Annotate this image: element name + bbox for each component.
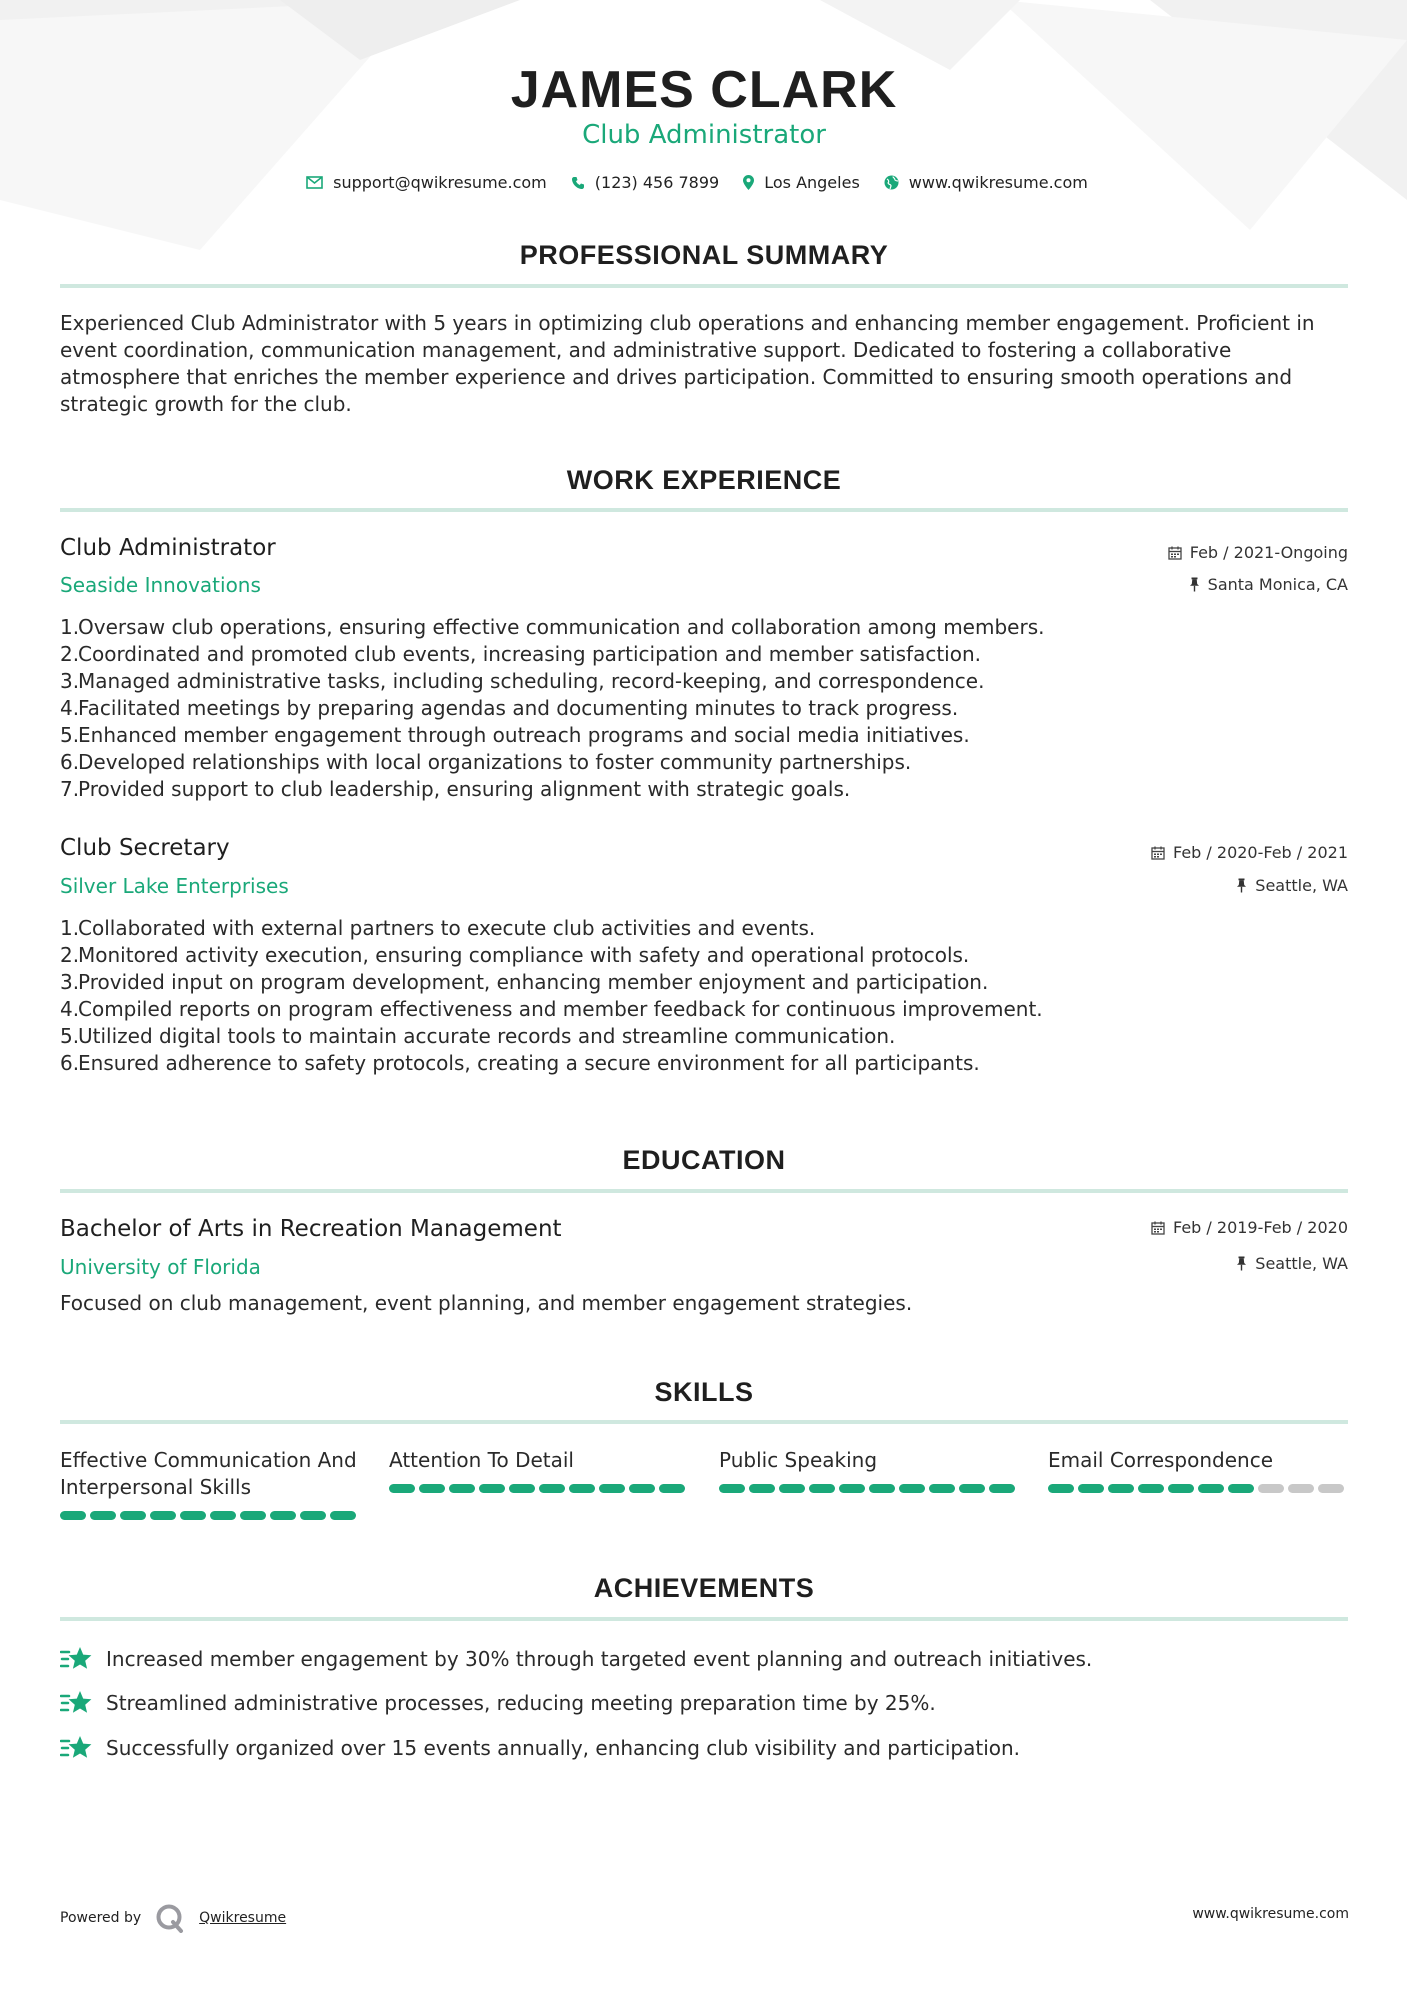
summary-text: Experienced Club Administrator with 5 years in optimizing club operations and enhancing member engagement. Proficient in event coordination, communication management, and administrative support. Dedicated to fostering a collaborative atmosphere that enriches the member experience and drives participation. Committed to ensuring smooth operations and strategic growth for the club. (60, 311, 1315, 416)
list-text: Facilitated meetings by preparing agendas and documenting minutes to track progress. (78, 696, 959, 720)
skill-segment-filled (539, 1484, 565, 1493)
section-title-experience: WORK EXPERIENCE (566, 465, 842, 495)
job-dates-text: Feb / 2021-Ongoing (1189, 543, 1348, 562)
list-number: 7. (60, 777, 80, 801)
star-achievement-icon (60, 1646, 92, 1672)
skill-segment-empty (1318, 1484, 1344, 1493)
skill-segment-filled (899, 1484, 925, 1493)
skill-segment-filled (569, 1484, 595, 1493)
job-location (1189, 575, 1348, 594)
education-location-text: Seattle, WA (1255, 1254, 1348, 1273)
achievement-text: Streamlined administrative processes, reducing meeting preparation time by 25%. (106, 1691, 936, 1715)
skill-name: Email Correspondence (1048, 1448, 1274, 1472)
skill-segment-filled (959, 1484, 985, 1493)
skill-segment-filled (629, 1484, 655, 1493)
map-pin-icon (743, 175, 754, 190)
skill-segment-filled (599, 1484, 625, 1493)
job-location-text: Seattle, WA (1255, 876, 1348, 895)
education-dates-text: Feb / 2019-Feb / 2020 (1173, 1218, 1348, 1237)
achievement-text: Successfully organized over 15 events annually, enhancing club visibility and participation. (106, 1736, 1021, 1760)
list-text: Developed relationships with local organizations to foster community partnerships. (78, 750, 912, 774)
section-title-summary: PROFESSIONAL SUMMARY (519, 240, 889, 270)
list-item (60, 695, 1044, 722)
contact-phone[interactable] (571, 173, 719, 192)
skill-segment-filled (180, 1511, 206, 1520)
skill-segment-filled (719, 1484, 745, 1493)
phone-text: (123) 456 7899 (594, 173, 720, 192)
list-number: 2. (60, 642, 80, 666)
skill-segment-filled (270, 1511, 296, 1520)
list-text: Monitored activity execution, ensuring compliance with safety and operational protocols. (78, 943, 970, 967)
skill-segment-filled (989, 1484, 1015, 1493)
list-number: 4. (60, 997, 80, 1021)
list-number: 1. (60, 916, 80, 940)
skill-item (60, 1447, 360, 1520)
skill-segment-empty (1288, 1484, 1314, 1493)
skill-segment-filled (869, 1484, 895, 1493)
degree-title: Bachelor of Arts in Recreation Management (60, 1216, 562, 1242)
list-number: 6. (60, 1051, 80, 1075)
skill-segment-filled (90, 1511, 116, 1520)
skill-segment-filled (300, 1511, 326, 1520)
skill-segment-filled (389, 1484, 415, 1493)
skill-item (1048, 1447, 1348, 1493)
school-name: University of Florida (60, 1255, 261, 1279)
skill-level-bar (60, 1511, 360, 1520)
skill-segment-empty (1258, 1484, 1284, 1493)
skill-segment-filled (839, 1484, 865, 1493)
skill-item (389, 1447, 689, 1493)
skill-name: Public Speaking (719, 1448, 878, 1472)
skill-segment-filled (509, 1484, 535, 1493)
skill-segment-filled (150, 1511, 176, 1520)
list-text: Utilized digital tools to maintain accurate records and streamline communication. (78, 1024, 896, 1048)
skill-segment-filled (1078, 1484, 1104, 1493)
skill-segment-filled (1048, 1484, 1074, 1493)
list-item (60, 722, 1044, 749)
skill-segment-filled (449, 1484, 475, 1493)
education-dates (1151, 1218, 1348, 1237)
list-item (60, 1023, 1043, 1050)
list-item (60, 749, 1044, 776)
job-title: Club Administrator (60, 535, 276, 561)
skill-segment-filled (749, 1484, 775, 1493)
list-text: Managed administrative tasks, including scheduling, record-keeping, and correspondence. (78, 669, 985, 693)
skill-name: Attention To Detail (389, 1448, 574, 1472)
list-text: Ensured adherence to safety protocols, creating a secure environment for all participants. (78, 1051, 980, 1075)
skill-segment-filled (1228, 1484, 1254, 1493)
list-text: Coordinated and promoted club events, increasing participation and member satisfaction. (78, 642, 981, 666)
skill-level-bar (1048, 1484, 1348, 1493)
skill-item (719, 1447, 1019, 1493)
contact-location (743, 173, 860, 192)
contact-email[interactable] (306, 173, 547, 192)
qwikresume-logo-icon (155, 1903, 185, 1933)
skill-segment-filled (929, 1484, 955, 1493)
education-description: Focused on club management, event planning, and member engagement strategies. (60, 1291, 913, 1315)
job-dates (1168, 543, 1348, 562)
job-location (1236, 876, 1348, 895)
list-number: 1. (60, 615, 80, 639)
skill-name: Effective Communication And Interpersonal Skills (60, 1448, 357, 1499)
list-item (60, 969, 1043, 996)
list-number: 5. (60, 723, 80, 747)
list-item (60, 668, 1044, 695)
skill-segment-filled (60, 1511, 86, 1520)
phone-icon (571, 176, 585, 190)
email-text: support@qwikresume.com (333, 173, 547, 192)
contact-row (60, 173, 1348, 192)
powered-by-label: Powered by (60, 1910, 142, 1926)
skill-segment-filled (210, 1511, 236, 1520)
location-text: Los Angeles (764, 173, 860, 192)
footer-website[interactable]: www.qwikresume.com (1192, 1906, 1349, 1922)
calendar-icon (1168, 546, 1182, 560)
list-text: Collaborated with external partners to execute club activities and events. (78, 916, 816, 940)
skill-segment-filled (779, 1484, 805, 1493)
pushpin-icon (1236, 878, 1247, 893)
contact-website[interactable] (884, 173, 1088, 192)
globe-icon (884, 175, 899, 190)
skill-segment-filled (240, 1511, 266, 1520)
list-number: 3. (60, 669, 80, 693)
brand-link[interactable]: Qwikresume (199, 1910, 287, 1926)
skill-segment-filled (120, 1511, 146, 1520)
section-divider (60, 1189, 1348, 1193)
footer-powered-by (60, 1903, 286, 1933)
list-item (60, 915, 1043, 942)
list-text: Provided input on program development, enhancing member enjoyment and participation. (78, 970, 989, 994)
skill-segment-filled (809, 1484, 835, 1493)
section-divider (60, 1617, 1348, 1621)
list-item (60, 1050, 1043, 1077)
list-number: 6. (60, 750, 80, 774)
achievement-item (60, 1690, 936, 1716)
section-title-achievements: ACHIEVEMENTS (593, 1573, 815, 1603)
list-item (60, 776, 1044, 803)
company-name: Silver Lake Enterprises (60, 874, 289, 898)
job-bullets (60, 614, 1044, 803)
section-divider (60, 508, 1348, 512)
header-background-decoration (0, 0, 1407, 320)
achievement-item (60, 1646, 1092, 1672)
list-item (60, 996, 1043, 1023)
skill-level-bar (719, 1484, 1019, 1493)
calendar-icon (1151, 1221, 1165, 1235)
section-title-education: EDUCATION (622, 1145, 786, 1175)
achievement-text: Increased member engagement by 30% through targeted event planning and outreach initiatives. (106, 1647, 1093, 1671)
calendar-icon (1151, 846, 1165, 860)
pushpin-icon (1236, 1256, 1247, 1271)
skill-segment-filled (1108, 1484, 1134, 1493)
list-number: 4. (60, 696, 80, 720)
candidate-title: Club Administrator (582, 120, 826, 150)
skill-segment-filled (330, 1511, 356, 1520)
list-item (60, 641, 1044, 668)
job-dates (1151, 843, 1348, 862)
star-achievement-icon (60, 1735, 92, 1761)
list-text: Provided support to club leadership, ensuring alignment with strategic goals. (78, 777, 851, 801)
list-text: Enhanced member engagement through outreach programs and social media initiatives. (78, 723, 970, 747)
website-text: www.qwikresume.com (908, 173, 1088, 192)
skill-segment-filled (419, 1484, 445, 1493)
section-title-skills: SKILLS (654, 1377, 754, 1407)
list-item (60, 942, 1043, 969)
envelope-icon (306, 176, 323, 189)
list-number: 5. (60, 1024, 80, 1048)
list-text: Oversaw club operations, ensuring effective communication and collaboration among members. (78, 615, 1045, 639)
section-divider (60, 284, 1348, 288)
job-title: Club Secretary (60, 835, 230, 861)
job-location-text: Santa Monica, CA (1207, 575, 1348, 594)
skill-level-bar (389, 1484, 689, 1493)
job-dates-text: Feb / 2020-Feb / 2021 (1173, 843, 1348, 862)
company-name: Seaside Innovations (60, 573, 261, 597)
education-location (1236, 1254, 1348, 1273)
skill-segment-filled (659, 1484, 685, 1493)
skill-segment-filled (1198, 1484, 1224, 1493)
skill-segment-filled (479, 1484, 505, 1493)
section-divider (60, 1420, 1348, 1424)
star-achievement-icon (60, 1690, 92, 1716)
skill-segment-filled (1168, 1484, 1194, 1493)
achievement-item (60, 1735, 1020, 1761)
candidate-name: JAMES CLARK (510, 61, 898, 119)
list-item (60, 614, 1044, 641)
pushpin-icon (1189, 577, 1200, 592)
skill-segment-filled (1138, 1484, 1164, 1493)
list-text: Compiled reports on program effectiveness and member feedback for continuous improvement. (78, 997, 1043, 1021)
list-number: 2. (60, 943, 80, 967)
job-bullets (60, 915, 1043, 1077)
list-number: 3. (60, 970, 80, 994)
